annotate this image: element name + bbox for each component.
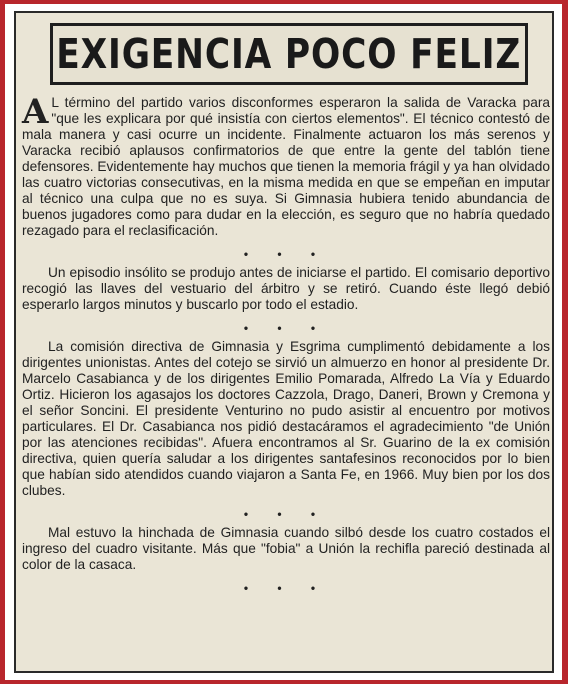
separator-1: • • • [243, 247, 329, 261]
headline: EXIGENCIA POCO FELIZ [56, 30, 522, 78]
paragraph-3: La comisión directiva de Gimnasia y Esgrima cumplimentó debidamente a los dirigentes unionistas. Antes del cotejo se sirvió un almuerzo en honor al presidente Dr. Marcelo Casabianca y de los dirigentes Emilio Pomarada, Alfredo La Vía y Eduardo Ortiz. Hicieron los agasajos los doctores Cazzola, Drago, Daneri, Brown y Cremona y el señor Soncini. El presidente Venturino no pudo asistir al encuentro por motivos particulares. El Dr. Casabianca nos pidió destacáramos el agradecimiento "de Unión por las atenciones recibidas". Afuera encontramos al Sr. Guarino de la ex comisión directiva, quien quería saludar a los dirigentes santafesinos reconocidos por lo bien que habían sido atendidos cuando viajaron a Santa Fe, en 1966. Muy bien por los dos clubes. [22, 339, 550, 498]
drop-cap: A [22, 92, 49, 132]
headline-box [50, 23, 528, 85]
article-body [22, 92, 550, 599]
paragraph-1-text: L término del partido varios disconformes esperaron la salida de Varacka para "que les explicara por qué insistía con ciertos elementos". El técnico contestó de mala manera y casi ocurre un incidente. Finalmente actuaron los más serenos y Varacka recibió aplausos confirmatorios de que entre la gente del tablón tiene defensores. Evidentemente hay muchos que tienen la memoria frágil y ya han olvidado las cuatro victorias consecutivas, en la misma medida en que se empeñan en imputar al técnico una culpa que no es suya. Si Gimnasia hubiera tenido abundancia de buenos jugadores como para dudar en la elección, es seguro que no habría quedado rezagado para el reclasificación. [22, 95, 550, 238]
newspaper-clipping [14, 11, 554, 673]
paragraph-2: Un episodio insólito se produjo antes de iniciarse el partido. El comisario deportivo recogió las llaves del vestuario del árbitro y se retiró. Cuando éste llegó debió esperarlo largos minutos y buscarlo por todo el estadio. [22, 265, 550, 312]
photo-frame [5, 4, 562, 680]
separator-2: • • • [243, 321, 329, 335]
paragraph-4: Mal estuvo la hinchada de Gimnasia cuando silbó desde los cuatro costados el ingreso del cuadro visitante. Más que "fobia" a Unión la rechifla pareció destinada al color de la casaca. [22, 525, 550, 572]
separator-3: • • • [243, 507, 329, 521]
separator-4: • • • [243, 581, 329, 595]
paragraph-1 [22, 92, 550, 239]
